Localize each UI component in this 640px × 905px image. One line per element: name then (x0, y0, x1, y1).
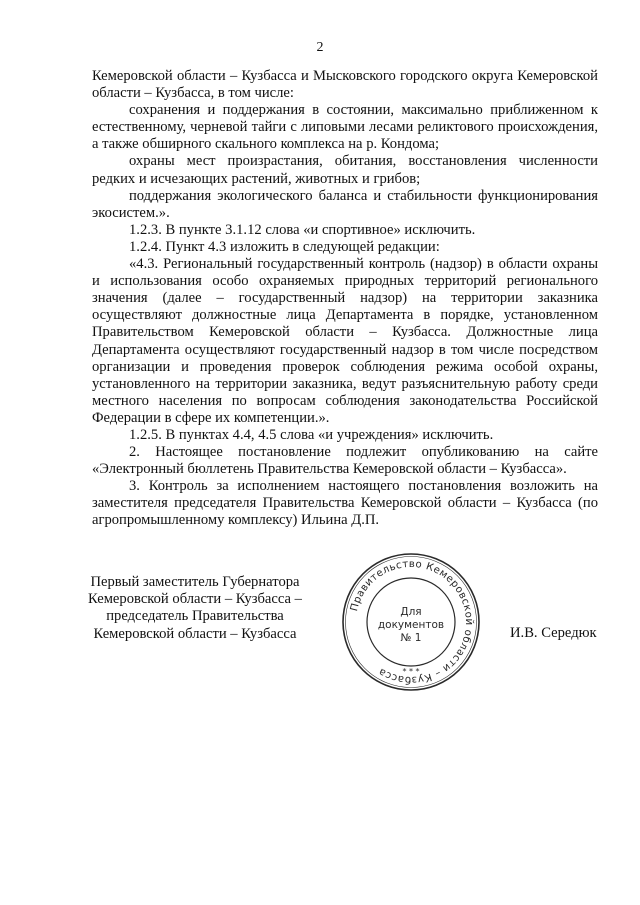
paragraph-1: сохранения и поддержания в состоянии, максимально приближенном к естественному, черневой тайги с липовыми лесами реликтового происхождения, а также обширного скального комплекса на р. Кондома; (92, 102, 598, 153)
paragraph-4: 1.2.3. В пункте 3.1.12 слова «и спортивное» исключить. (129, 221, 476, 238)
signer-name: И.В. Середюк (510, 625, 597, 641)
paragraph-6: «4.3. Региональный государственный контроль (надзор) в области охраны и использования особо охраняемых природных территорий регионального значения (далее – государственный надзор) на территории заказника осуществляют должностные лица Департамента в порядке, установленном Правительством Кемеровской области – Кузбасса. Должностные лица Департамента осуществляют государственный надзор в том числе посредством организации и проведения проверок соблюдения режима особой охраны, установленного на территории заказника, ведут разъяснительную работу среди местного населения по вопросам соблюдения законодательства Российской Федерации в сфере их компетенции.». (92, 256, 598, 426)
official-stamp (340, 551, 482, 693)
signatory-position (75, 574, 315, 643)
stamp-center-line: Для (400, 606, 422, 618)
position-line: Кемеровской области – Кузбасса (93, 625, 297, 642)
stamp-stars: * * * (402, 667, 420, 676)
paragraph-8: 2. Настоящее постановление подлежит опубликованию на сайте «Электронный бюллетень Правительства Кемеровской области – Кузбасса». (92, 444, 598, 478)
position-line: Первый заместитель Губернатора (90, 574, 300, 590)
paragraph-5: 1.2.4. Пункт 4.3 изложить в следующей редакции: (129, 238, 440, 255)
stamp-center-line: документов (377, 619, 445, 631)
paragraph-0: Кемеровской области – Кузбасса и Мысковского городского округа Кемеровской области – Кузбасса, в том числе: (92, 68, 598, 102)
paragraph-2: охраны мест произрастания, обитания, восстановления численности редких и исчезающих растений, животных и грибов; (92, 153, 598, 187)
document-body (92, 68, 598, 530)
position-line: Кемеровской области – Кузбасса – (88, 591, 302, 608)
paragraph-9: 3. Контроль за исполнением настоящего постановления возложить на заместителя председателя Правительства Кемеровской области – Кузбасса (по агропромышленному комплексу) Ильина Д.П. (92, 478, 598, 529)
position-line: председатель Правительства (106, 608, 284, 625)
paragraph-7: 1.2.5. В пунктах 4.4, 4.5 слова «и учреждения» исключить. (129, 426, 494, 443)
stamp-center-line: № 1 (400, 632, 422, 644)
page-number: 2 (316, 40, 324, 55)
paragraph-3: поддержания экологического баланса и стабильности функционирования экосистем.». (92, 187, 598, 221)
stamp-ring-text: Правительство Кемеровской области – Кузбасса (349, 558, 475, 686)
